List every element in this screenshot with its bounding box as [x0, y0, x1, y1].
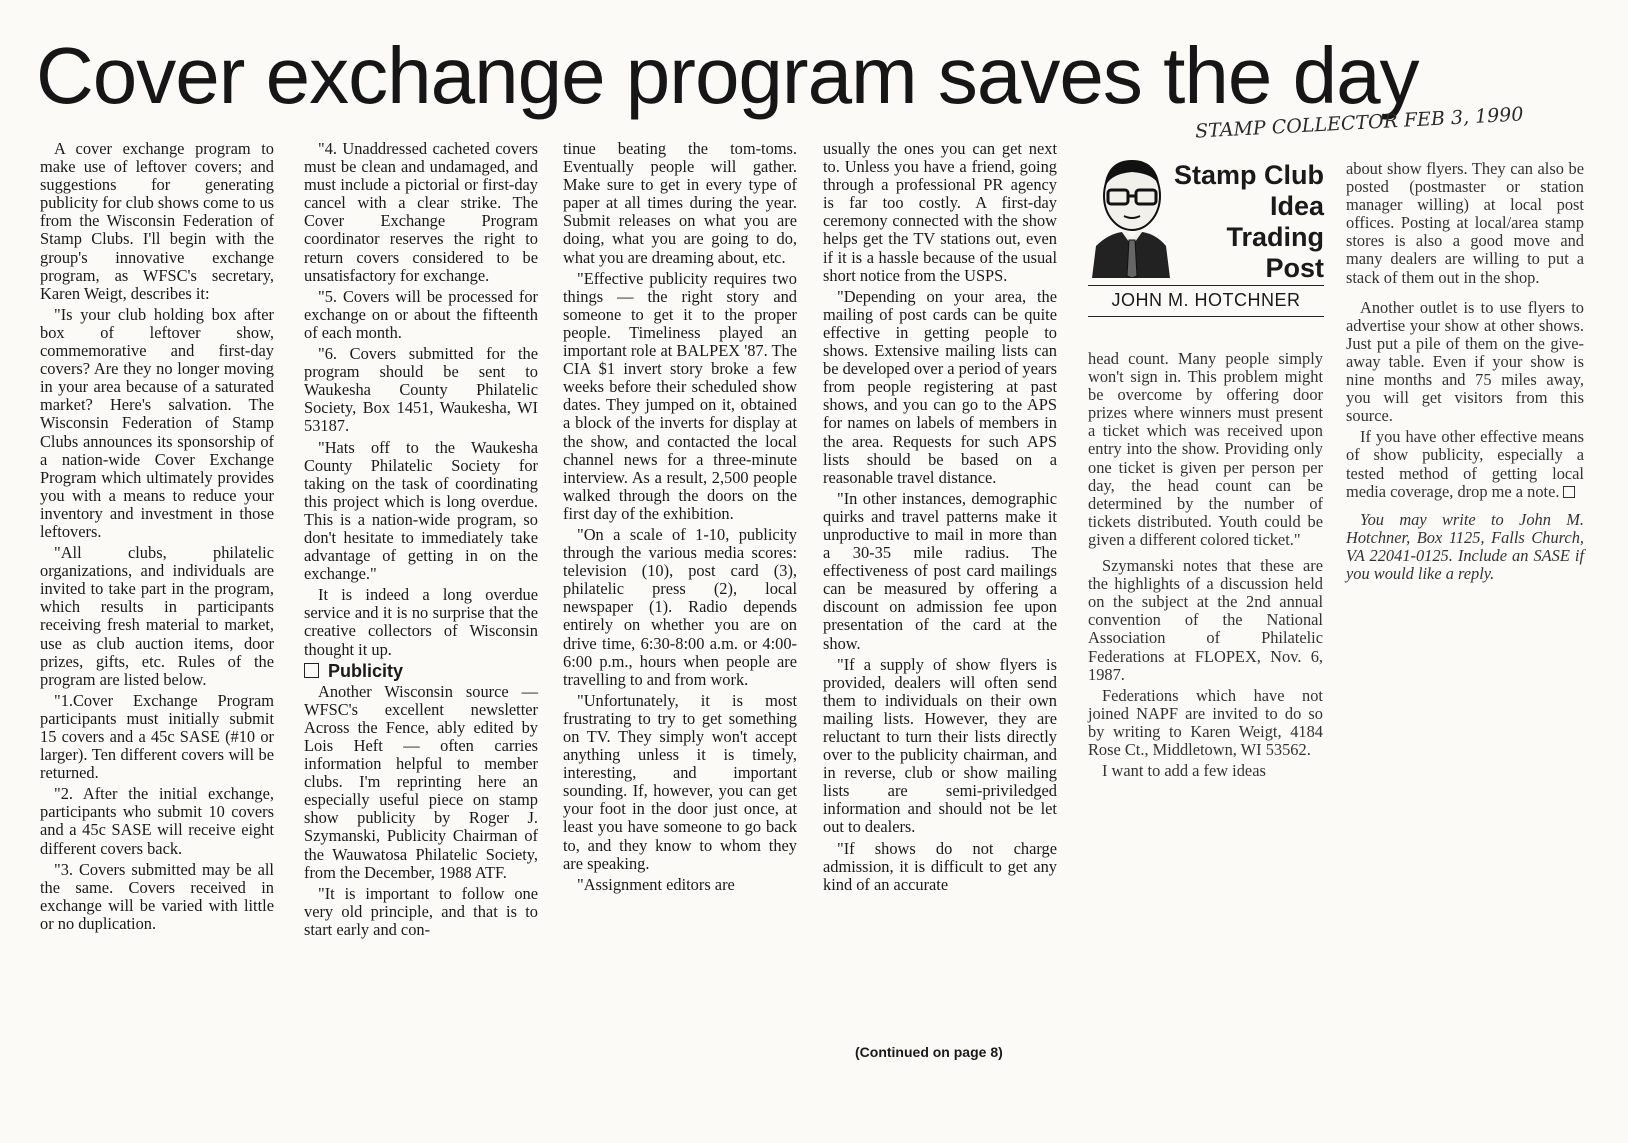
paragraph [1346, 428, 1584, 500]
article-column-1 [40, 140, 274, 936]
paragraph: "If a supply of show flyers is provided, dealers will often send them to individuals on their own mailing lists. However, they are reluctant to turn their lists directly over to the publicity chairman, and in reverse, club or show mailing lists are semi-priviledged information and should not be let out to dealers. [823, 654, 1057, 837]
paragraph: Szymanski notes that these are the highlights of a discussion held on the subject at the 2nd annual convention of the National Association of Philatelic Federations at FLOPEX, Nov. 6, 1987. [1088, 556, 1323, 684]
paragraph: "Depending on your area, the mailing of post cards can be quite effective in getting people to shows. Extensive mailing lists can be developed over a period of years from people registering at past shows, and you can go to the APS for names on labels of members in the area. Requests for such APS lists should be based on a reasonable travel distance. [823, 286, 1057, 487]
article-column-2 [304, 140, 538, 942]
handwritten-note: STAMP COLLECTOR FEB 3, 1990 [1194, 103, 1524, 143]
paragraph: "4. Unaddressed cacheted covers must be clean and undamaged, and must include a pictorial or first-day cancel with a clear strike. The Cover Exchange Program coordinator reserves the right to return covers considered to be unsatisfactory for exchange. [304, 139, 538, 285]
paragraph: "5. Covers will be processed for exchange on or about the fifteenth of each month. [304, 286, 538, 342]
byline: JOHN M. HOTCHNER [1111, 290, 1301, 310]
article-column-3 [563, 140, 797, 897]
paragraph: "Is your club holding box after box of leftover show, commemorative and first-day covers? Are they no longer moving in your area because of a saturated market? Here's salvation. The Wisconsin Federation of Stamp Clubs announces its sponsorship of a nation-wide Cover Exchange Program which ultimately provides you with a means to reduce your inventory and investment in those leftovers. [40, 304, 274, 541]
article-column-5 [1088, 350, 1323, 783]
write-to-note: You may write to John M. Hotchner, Box 1125, Falls Church, VA 22041-0125. Include an SASE if you would like a reply. [1346, 509, 1584, 583]
checkbox-square-icon [304, 663, 319, 678]
paragraph: "On a scale of 1-10, publicity through the various media scores: television (10), post card (3), philatelic press (2), local newspaper (1). Radio depends entirely on whether you are on drive time, 6:30-8:00 a.m. or 4:00-6:00 p.m., hours when people are travelling to and from work. [563, 524, 797, 689]
paragraph: Federations which have not joined NAPF are invited to do so by writing to Karen Weigt, 4184 Rose Ct., Middletown, WI 53562. [1088, 685, 1323, 759]
divider [1088, 316, 1324, 317]
paragraph: "6. Covers submitted for the program should be sent to Waukesha County Philatelic Society, Box 1451, Waukesha, WI 53187. [304, 344, 538, 436]
paragraph: "It is important to follow one very old principle, and that is to start early and con- [304, 883, 538, 939]
paragraph: "If shows do not charge admission, it is difficult to get any kind of an accurate [823, 838, 1057, 894]
article-column-4 [823, 140, 1057, 897]
paragraph: Another outlet is to use flyers to advertise your show at other shows. Just put a pile of them on the give-away table. Even if your show is nine months and 75 miles away, you will get visitors from this source. [1346, 297, 1584, 426]
paragraph: "1.Cover Exchange Program participants must initially submit 15 covers and a 45c SASE (#10 or larger). Ten different covers will be returned. [40, 690, 274, 783]
article-column-6 [1346, 160, 1584, 586]
paragraph: Another Wisconsin source — WFSC's excellent newsletter Across the Fence, ably edited by Lois Heft — often carries information helpful to member clubs. I'm reprinting here an especially useful piece on stamp show publicity by Roger J. Szymanski, Publicity Chairman of the Wauwatosa Philatelic Society, from the December, 1988 ATF. [304, 681, 538, 882]
column-header [1088, 150, 1324, 320]
end-mark-icon [1563, 486, 1575, 498]
divider [1088, 285, 1324, 286]
subhead-publicity [304, 662, 538, 680]
paragraph: "Effective publicity requires two things — the right story and someone to get it to the proper people. Timeliness played an important role at BALPEX '87. The CIA $1 invert story broke a few weeks before their scheduled show dates. They jumped on it, obtained a block of the inverts for display at the show, and contacted the local channel news for a three-minute interview. As a result, 2,500 people walked through the doors on the first day of the exhibition. [563, 268, 797, 523]
paragraph: "All clubs, philatelic organizations, and individuals are invited to take part in the program, which results in participants receiving fresh material to market, use as club auction items, door prizes, gifts, etc. Rules of the program are listed below. [40, 543, 274, 689]
paragraph: about show flyers. They can also be posted (postmaster or station manager willing) at local post offices. Posting at local/area stamp stores is also a good move and many dealers are willing to put a stack of them out in the shop. [1346, 159, 1584, 287]
subhead-label: Publicity [328, 660, 404, 681]
paragraph: "Unfortunately, it is most frustrating to try to get something on TV. They simply won't accept anything unless it is timely, interesting, and important sounding. If, however, you can get your foot in the door just once, at least you have someone to go back to, and they know to whom they are speaking. [563, 690, 797, 873]
paragraph: "3. Covers submitted may be all the same. Covers received in exchange will be varied with little or no duplication. [40, 859, 274, 933]
paragraph-text: If you have other effective means of show publicity, especially a tested method of getting local media coverage, drop me a note. [1346, 427, 1584, 501]
paragraph: I want to add a few ideas [1102, 761, 1266, 781]
author-portrait-icon [1088, 150, 1170, 278]
paragraph: "2. After the initial exchange, participants who submit 10 covers and a 45c SASE will receive eight different covers back. [40, 784, 274, 858]
column-title-line: Post [1265, 253, 1324, 283]
paragraph: "Assignment editors are [577, 874, 735, 894]
column-title-line: Trading [1226, 222, 1324, 252]
paragraph: head count. Many people simply won't sign in. This problem might be overcome by offering door prizes where winners must present a ticket which was received upon entry into the show. Providing only one ticket is given per person per day, the head count can be determined by the number of tickets distributed. Youth could be given a different colored ticket." [1088, 349, 1323, 549]
column-title [1174, 160, 1324, 284]
paragraph: "In other instances, demographic quirks and travel patterns make it unproductive to mail in more than a 30-35 mile radius. The effectiveness of post card mailings can be measured by offering a discount on admission fee upon presentation of the card at the show. [823, 488, 1057, 653]
paragraph: "Hats off to the Waukesha County Philatelic Society for taking on the task of coordinating this project which is long overdue. This is a nation-wide program, so don't hesitate to immediately take advantage of getting in on the exchange." [304, 437, 538, 584]
paragraph: usually the ones you can get next to. Unless you have a friend, going through a professional PR agency is far too costly. A first-day ceremony connected with the show helps get the TV stations out, even if it is a hassle because of the usual short notice from the USPS. [823, 139, 1057, 285]
continued-notice: (Continued on page 8) [855, 1044, 1003, 1060]
paragraph: It is indeed a long overdue service and it is no surprise that the creative collectors of Wisconsin thought it up. [304, 585, 538, 659]
column-title-line: Stamp Club [1173, 160, 1324, 190]
headline: Cover exchange program saves the day [36, 31, 1419, 120]
paragraph: A cover exchange program to make use of leftover covers; and suggestions for generating publicity for club shows come to us from the Wisconsin Federation of Stamp Clubs. I'll begin with the group's innovative exchange program, as WFSC's secretary, Karen Weigt, describes it: [40, 139, 274, 303]
column-title-line: Idea [1269, 191, 1324, 221]
paragraph: tinue beating the tom-toms. Eventually people will gather. Make sure to get in every type of paper at all times during the year. Submit releases on what you are doing, what you are going to do, what you are dreaming about, etc. [563, 139, 797, 267]
